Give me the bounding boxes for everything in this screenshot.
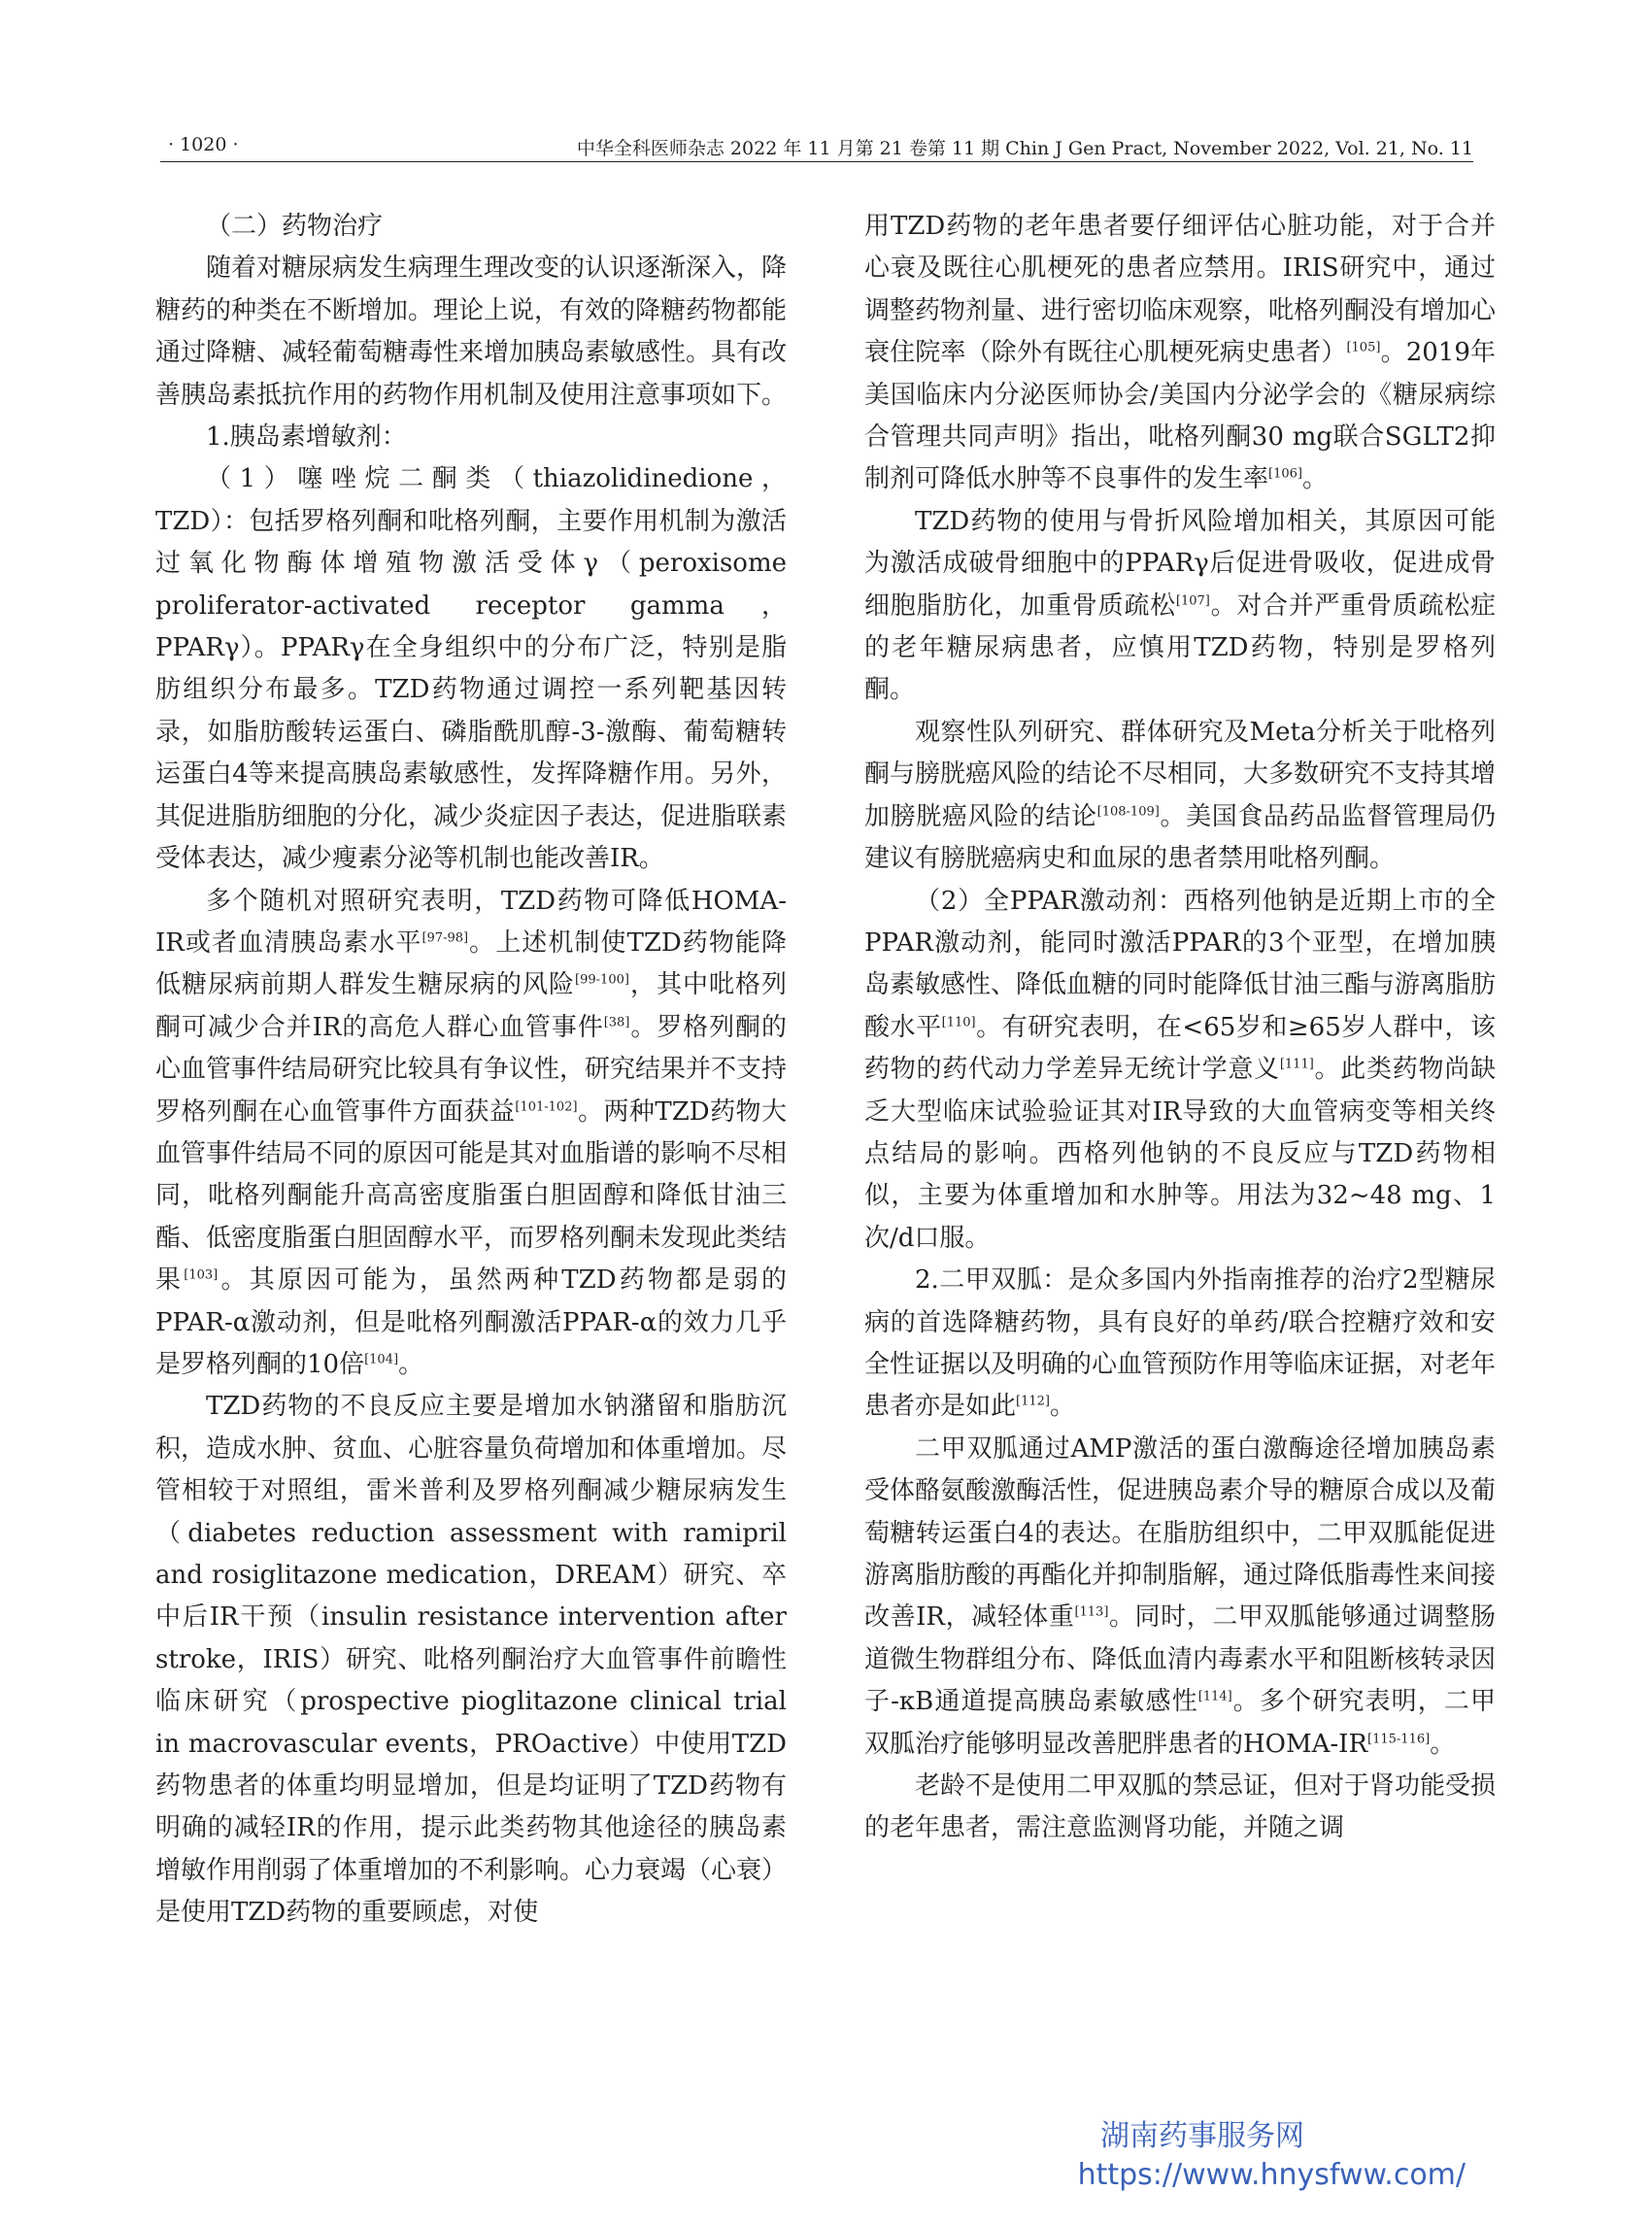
citation: [115-116] <box>1367 1731 1431 1746</box>
watermark-url-link[interactable]: https://www.hnysfww.com/ <box>1077 2158 1466 2192</box>
section-heading: （二）药物治疗 <box>206 212 384 241</box>
citation: [106] <box>1268 466 1302 482</box>
header-rule <box>160 161 1473 162</box>
page-number: · 1020 · <box>168 134 239 155</box>
paragraph: TZD药物的使用与骨折风险增加相关，其原因可能为激活成破骨细胞中的PPARγ后促进骨吸收，促进成骨细胞脂肪化，加重骨质疏松[107]。对合并严重骨质疏松症的老年糖尿病患者，应慎用TZD药物，特别是罗格列酮。 <box>864 506 1496 705</box>
citation: [113] <box>1074 1604 1109 1620</box>
paragraph: TZD药物的不良反应主要是增加水钠潴留和脂肪沉积，造成水肿、贫血、心脏容量负荷增加和体重增加。尽管相较于对照组，雷米普利及罗格列酮减少糖尿病发生（diabetes reduction assessment with ramipril and rosiglitazone medication，DREAM）研究、卒中后IR干预（insulin resistance intervention after stroke，IRIS）研究、吡格列酮治疗大血管事件前瞻性临床研究（prospective pioglitazone clinical trial in macrovascular events，PROactive）中使用TZD药物患者的体重均明显增加，但是均证明了TZD药物有明确的减轻IR的作用，提示此类药物其他途径的胰岛素增敏作用削弱了体重增加的不利影响。心力衰竭（心衰）是使用TZD药物的重要顾虑，对使 <box>155 1392 788 1928</box>
paragraph: 用TZD药物的老年患者要仔细评估心脏功能，对于合并心衰及既往心肌梗死的患者应禁用。IRIS研究中，通过调整药物剂量、进行密切临床观察，吡格列酮没有增加心衰住院率（除外有既往心肌梗死病史患者）[105]。2019年美国临床内分泌医师协会/美国内分泌学会的《糖尿病综合管理共同声明》指出，吡格列酮30 mg联合SGLT2抑制剂可降低水肿等不良事件的发生率[106]。 <box>864 212 1497 494</box>
page-header <box>160 130 1473 159</box>
paragraph: 多个随机对照研究表明，TZD药物可降低HOMA-IR或者血清胰岛素水平[97-98]。上述机制使TZD药物能降低糖尿病前期人群发生糖尿病的风险[99-100]，其中吡格列酮可减少合并IR的高危人群心血管事件[38]。罗格列酮的心血管事件结局研究比较具有争议性，研究结果并不支持罗格列酮在心血管事件方面获益[101-102]。两种TZD药物大血管事件结局不同的原因可能是其对血脂谱的影响不尽相同，吡格列酮能升高高密度脂蛋白胆固醇和降低甘油三酯、低密度脂蛋白胆固醇水平，而罗格列酮未发现此类结果[103]。其原因可能为，虽然两种TZD药物都是弱的PPAR-α激动剂，但是吡格列酮激活PPAR-α的效力几乎是罗格列酮的10倍[104]。 <box>155 886 788 1379</box>
citation: [108-109] <box>1096 804 1160 820</box>
citation: [111] <box>1279 1057 1314 1072</box>
citation: [101-102] <box>515 1098 578 1114</box>
paragraph: 观察性队列研究、群体研究及Meta分析关于吡格列酮与膀胱癌风险的结论不尽相同，大多数研究不支持其增加膀胱癌风险的结论[108-109]。美国食品药品监督管理局仍建议有膀胱癌病史和血尿的患者禁用吡格列酮。 <box>864 717 1497 874</box>
citation: [114] <box>1197 1689 1232 1704</box>
paragraph: 二甲双胍通过AMP激活的蛋白激酶途径增加胰岛素受体酪氨酸激酶活性，促进胰岛素介导的糖原合成以及葡萄糖转运蛋白4的表达。在脂肪组织中，二甲双胍能促进游离脂肪酸的再酯化并抑制脂解，通过降低脂毒性来间接改善IR，减轻体重[113]。同时，二甲双胍能够通过调整肠道微生物群组分布、降低血清内毒素水平和阻断核转录因子-κB通道提高胰岛素敏感性[114]。多个研究表明，二甲双胍治疗能够明显改善肥胖患者的HOMA-IR[115-116]。 <box>864 1433 1497 1759</box>
citation: [103] <box>184 1267 219 1283</box>
journal-citation: 中华全科医师杂志 2022 年 11 月第 21 卷第 11 期 Chin J Gen Pract, November 2022, Vol. 21, No. 11 <box>576 138 1473 159</box>
left-column <box>155 206 787 1935</box>
citation: [99-100] <box>575 972 629 988</box>
right-column <box>864 206 1496 1850</box>
paragraph: 随着对糖尿病发生病理生理改变的认识逐渐深入，降糖药的种类在不断增加。理论上说，有效的降糖药物都能通过降糖、减轻葡萄糖毒性来增加胰岛素敏感性。具有改善胰岛素抵抗作用的药物作用机制及使用注意事项如下。 <box>155 253 788 410</box>
paragraph: （1）噻唑烷二酮类（thiazolidinedione，TZD）：包括罗格列酮和吡格列酮，主要作用机制为激活过氧化物酶体增殖物激活受体γ（peroxisome proliferator-activated receptor gamma，PPARγ）。PPARγ在全身组织中的分布广泛，特别是脂肪组织分布最多。TZD药物通过调控一系列靶基因转录，如脂肪酸转运蛋白、磷脂酰肌醇-3-激酶、葡萄糖转运蛋白4等来提高胰岛素敏感性，发挥降糖作用。另外，其促进脂肪细胞的分化，减少炎症因子表达，促进脂联素受体表达，减少瘦素分泌等机制也能改善IR。 <box>155 464 788 874</box>
citation: [110] <box>941 1015 976 1030</box>
citation: [105] <box>1346 340 1381 355</box>
paragraph: （2）全PPAR激动剂：西格列他钠是近期上市的全PPAR激动剂，能同时激活PPAR的3个亚型，在增加胰岛素敏感性、降低血糖的同时能降低甘油三酯与游离脂肪酸水平[110]。有研究表明，在<65岁和≥65岁人群中，该药物的药代动力学差异无统计学意义[111]。此类药物尚缺乏大型临床试验验证其对IR导致的大血管病变等相关终点结局的影响。西格列他钠的不良反应与TZD药物相似，主要为体重增加和水肿等。用法为32~48 mg、1次/d口服。 <box>864 886 1497 1253</box>
citation: [97-98] <box>421 930 469 946</box>
citation: [38] <box>603 1015 630 1030</box>
citation: [112] <box>1016 1394 1050 1409</box>
citation: [107] <box>1175 593 1210 608</box>
citation: [104] <box>364 1352 399 1367</box>
paragraph: 2.二甲双胍：是众多国内外指南推荐的治疗2型糖尿病的首选降糖药物，具有良好的单药/联合控糖疗效和安全性证据以及明确的心血管预防作用等临床证据，对老年患者亦是如此[112]。 <box>864 1265 1497 1422</box>
subheading: 1.胰岛素增敏剂： <box>206 422 407 453</box>
watermark-site-name: 湖南药事服务网 <box>1100 2119 1304 2153</box>
paragraph: 老龄不是使用二甲双胍的禁忌证，但对于肾功能受损的老年患者，需注意监测肾功能，并随之调 <box>864 1771 1497 1843</box>
